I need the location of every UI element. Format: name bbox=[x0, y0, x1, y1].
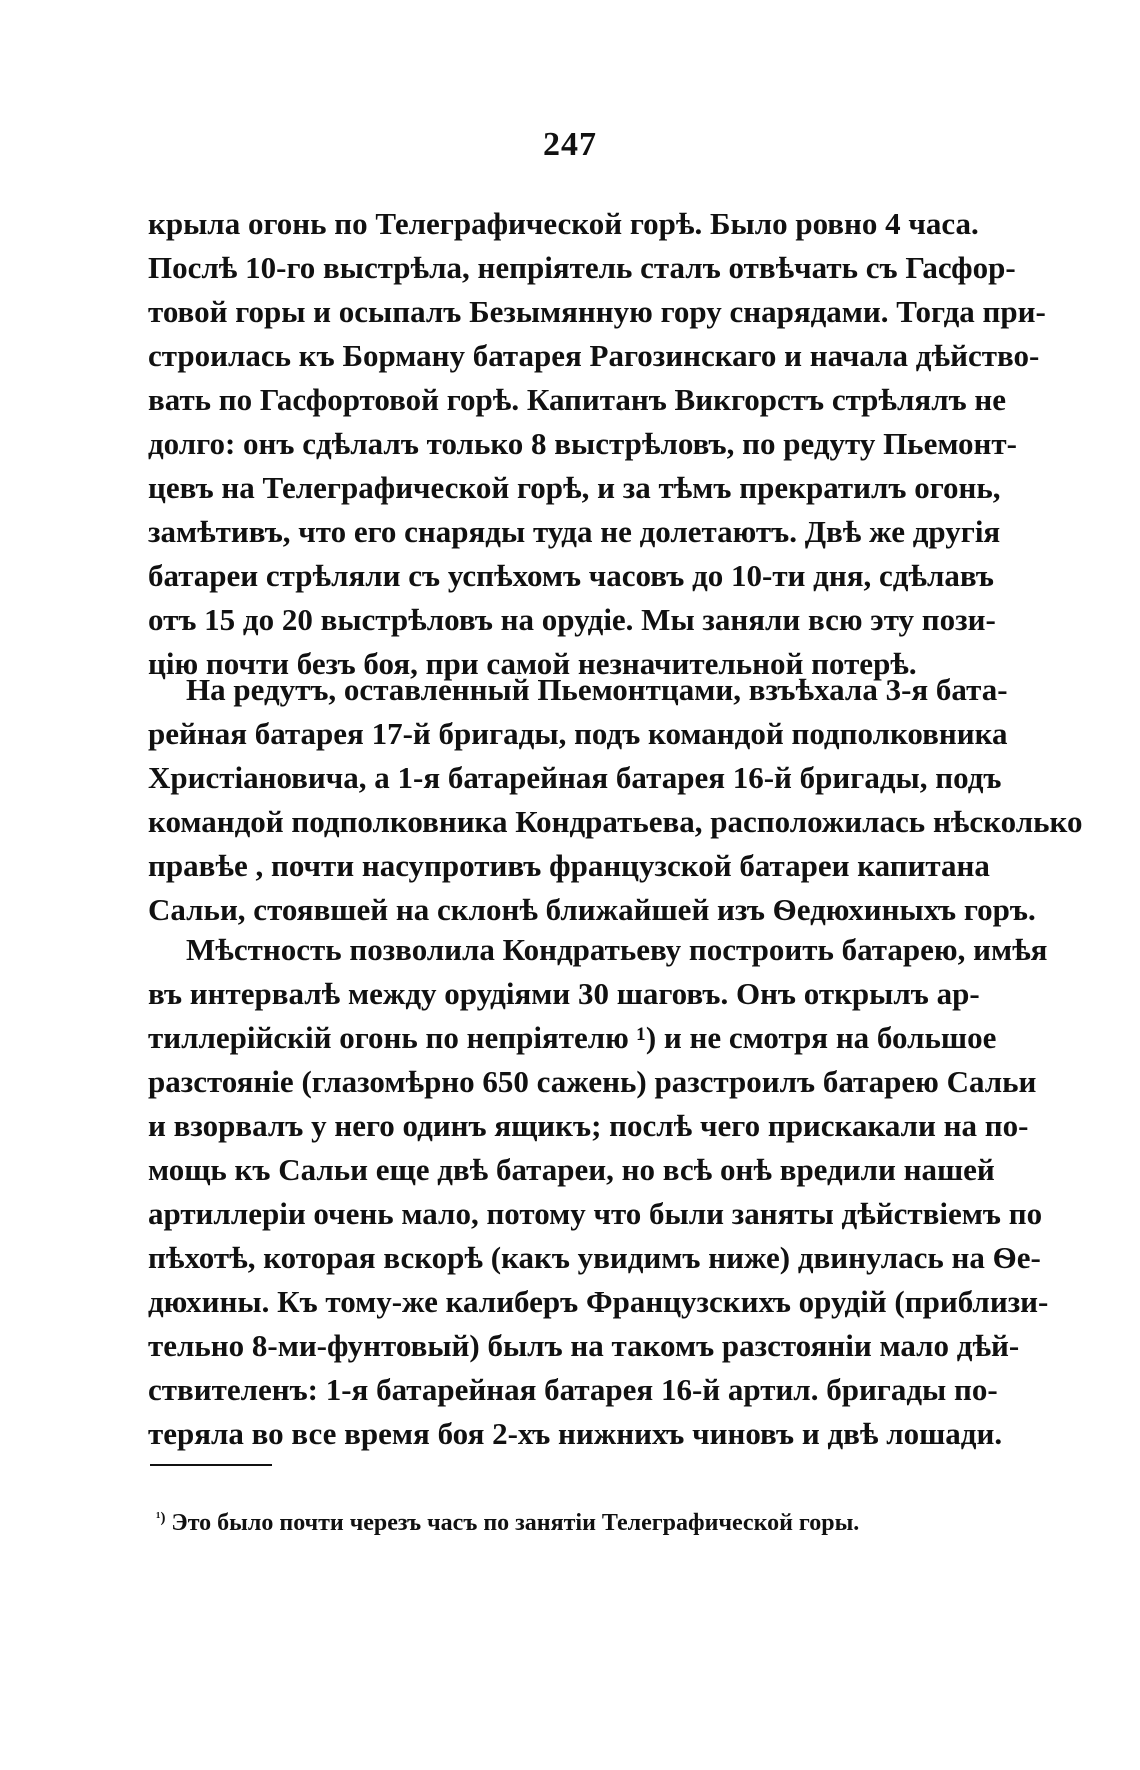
text-line: замѣтивъ, что его снаряды туда не долетаютъ. Двѣ же другія bbox=[148, 514, 1001, 549]
paragraph-1 bbox=[148, 202, 1046, 686]
text-line: На редутъ, оставленный Пьемонтцами, взъѣхала 3-я бата- bbox=[186, 672, 1008, 707]
text-line: вать по Гасфортовой горѣ. Капитанъ Викгорстъ стрѣлялъ не bbox=[148, 382, 1007, 417]
text-line: строилась къ Борману батарея Рагозинскаго и начала дѣйство- bbox=[148, 338, 1040, 373]
text-line: разстояніе (глазомѣрно 650 сажень) разстроилъ батарею Сальи bbox=[148, 1064, 1037, 1099]
text-line: артиллеріи очень мало, потому что были заняты дѣйствіемъ по bbox=[148, 1196, 1043, 1231]
paragraph-3 bbox=[148, 928, 1049, 1456]
footnote-divider bbox=[150, 1464, 272, 1466]
text-line: правѣе , почти насупротивъ французской батареи капитана bbox=[148, 848, 990, 883]
text-line: Христіановича, а 1-я батарейная батарея 16-й бригады, подъ bbox=[148, 760, 1002, 795]
text-line: рейная батарея 17-й бригады, подъ командой подполковника bbox=[148, 716, 1008, 751]
text-line: и взорвалъ у него одинъ ящикъ; послѣ чего прискакали на по- bbox=[148, 1108, 1029, 1143]
page-number: 247 bbox=[543, 126, 597, 163]
text-line: отъ 15 до 20 выстрѣловъ на орудіе. Мы заняли всю эту пози- bbox=[148, 602, 996, 637]
text-line: въ интервалѣ между орудіями 30 шаговъ. Онъ открылъ ар- bbox=[148, 976, 980, 1011]
text-line: тиллерійскій огонь по непріятелю ¹) и не смотря на большое bbox=[148, 1020, 997, 1055]
text-line: теряла во все время боя 2-хъ нижнихъ чиновъ и двѣ лошади. bbox=[148, 1416, 1003, 1451]
text-line: пѣхотѣ, которая вскорѣ (какъ увидимъ ниже) двинулась на Ѳе- bbox=[148, 1240, 1041, 1275]
text-line: командой подполковника Кондратьева, расположилась нѣсколько bbox=[148, 804, 1083, 839]
paragraph-2 bbox=[148, 668, 1083, 932]
text-line: тельно 8-ми-фунтовый) былъ на такомъ разстояніи мало дѣй- bbox=[148, 1328, 1020, 1363]
text-line: цію почти безъ боя, при самой незначительной потерѣ. bbox=[148, 646, 917, 681]
text-line: Мѣстность позволила Кондратьеву построить батарею, имѣя bbox=[186, 932, 1048, 967]
text-line: дюхины. Къ тому-же калиберъ Французскихъ орудій (приблизи- bbox=[148, 1284, 1049, 1319]
footnote-text: Это было почти черезъ часъ по занятіи Телеграфической горы. bbox=[171, 1510, 860, 1536]
footnote-marker: ¹) bbox=[156, 1509, 166, 1526]
text-line: крыла огонь по Телеграфической горѣ. Было ровно 4 часа. bbox=[148, 206, 979, 241]
text-line: товой горы и осыпалъ Безымянную гору снарядами. Тогда при- bbox=[148, 294, 1046, 329]
text-line: цевъ на Телеграфической горѣ, и за тѣмъ прекратилъ огонь, bbox=[148, 470, 1001, 505]
text-line: долго: онъ сдѣлалъ только 8 выстрѣловъ, по редуту Пьемонт- bbox=[148, 426, 1017, 461]
text-line: мощь къ Сальи еще двѣ батареи, но всѣ онѣ вредили нашей bbox=[148, 1152, 995, 1187]
text-line: Послѣ 10-го выстрѣла, непріятель сталъ отвѣчать съ Гасфор- bbox=[148, 250, 1016, 285]
text-line: ствителенъ: 1-я батарейная батарея 16-й артил. бригады по- bbox=[148, 1372, 998, 1407]
footnote bbox=[156, 1510, 976, 1537]
text-line: Сальи, стоявшей на склонѣ ближайшей изъ Ѳедюхиныхъ горъ. bbox=[148, 892, 1036, 927]
text-line: батареи стрѣляли съ успѣхомъ часовъ до 10-ти дня, сдѣлавъ bbox=[148, 558, 994, 593]
